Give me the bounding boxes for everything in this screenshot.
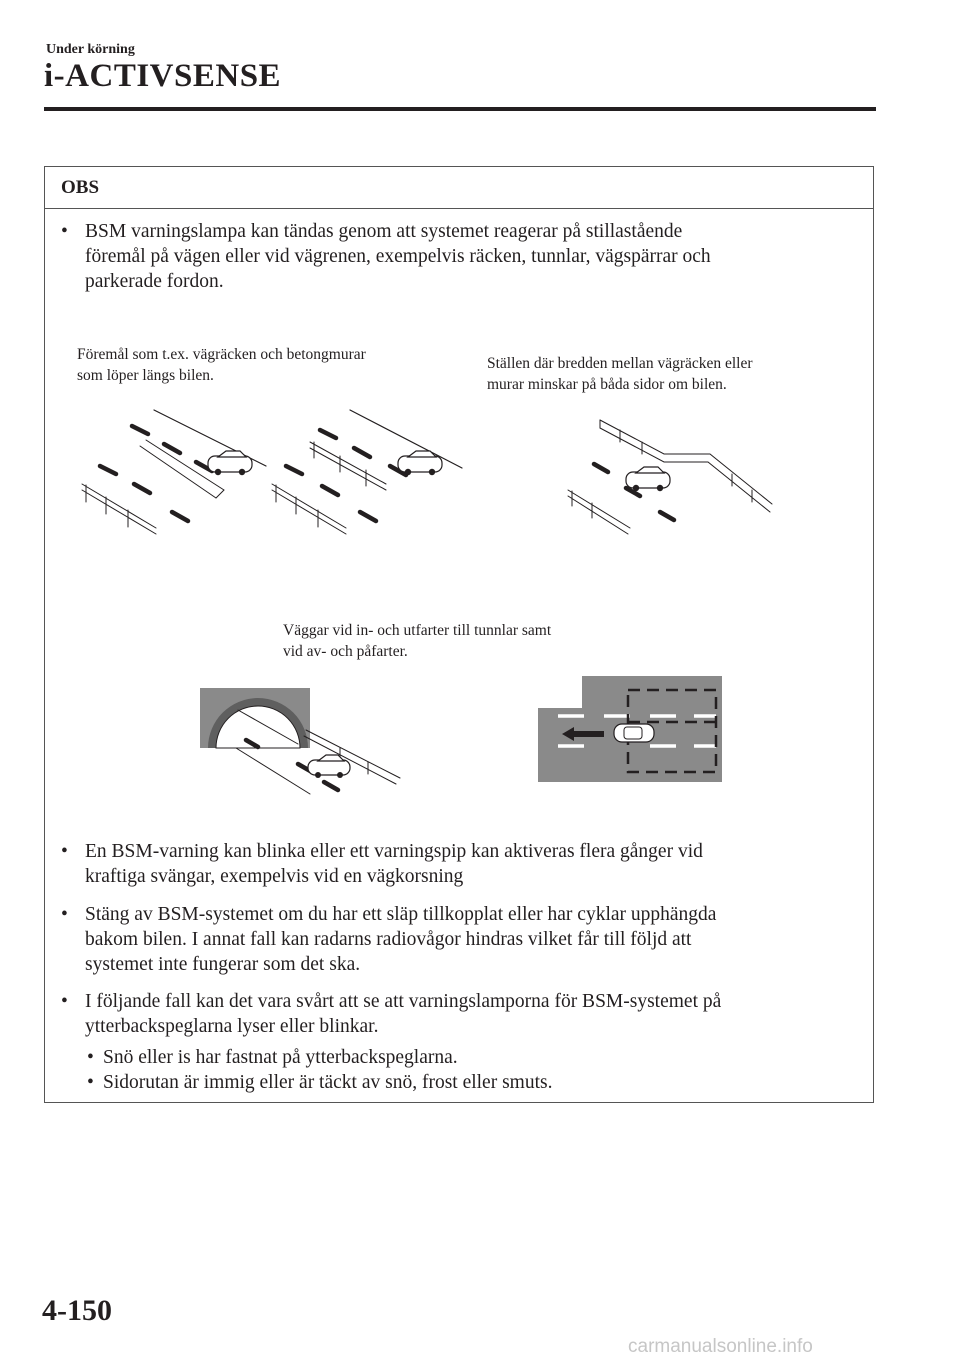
- text-line: bakom bilen. I annat fall kan radarns radiovågor hindras vilket får till följd att: [85, 929, 692, 950]
- note-label: OBS: [61, 177, 100, 198]
- text-line: systemet inte fungerar som det ska.: [85, 954, 361, 975]
- car-icon: [208, 451, 252, 475]
- sub-item: [87, 1045, 458, 1070]
- caption-line: Ställen där bredden mellan vägräcken eller: [487, 355, 753, 372]
- car-icon: [308, 755, 350, 778]
- text-line: En BSM-varning kan blinka eller ett varningspip kan aktiveras flera gånger vid: [85, 841, 703, 862]
- illustration-narrowing-road: [560, 416, 780, 536]
- figure-caption-left: [77, 344, 366, 386]
- note-bullet-2: [61, 839, 855, 889]
- bullet-symbol: •: [61, 841, 68, 862]
- text-line: Stäng av BSM-systemet om du har ett släp tillkopplat eller har cyklar upphängda: [85, 904, 717, 925]
- note-box: [44, 166, 874, 1103]
- illustration-ramp: [538, 676, 722, 782]
- caption-line: Väggar vid in- och utfarter till tunnlar samt: [283, 622, 552, 639]
- caption-line: murar minskar på båda sidor om bilen.: [487, 376, 727, 393]
- car-icon: [614, 724, 654, 742]
- caption-line: Föremål som t.ex. vägräcken och betongmurar: [77, 346, 366, 363]
- text-line: kraftiga svängar, exempelvis vid en vägkorsning: [85, 866, 464, 887]
- bullet-symbol: •: [61, 904, 68, 925]
- sub-bullet-dot: •: [87, 1072, 94, 1093]
- title-rule: [44, 107, 876, 111]
- text-line: ytterbackspeglarna lyser eller blinkar.: [85, 1016, 379, 1037]
- illustration-road-barrier: [76, 410, 276, 535]
- text-line: I följande fall kan det vara svårt att se att varningslamporna för BSM-systemet på: [85, 991, 722, 1012]
- note-bullet-3: [61, 902, 855, 977]
- illustration-road-double-barrier: [266, 410, 466, 535]
- chapter-title: i-ACTIVSENSE: [44, 58, 282, 94]
- watermark: carmanualsonline.info: [628, 1336, 813, 1357]
- text-line: föremål på vägen eller vid vägrenen, exempelvis räcken, tunnlar, vägspärrar och: [85, 246, 711, 267]
- bullet-symbol: •: [61, 221, 68, 242]
- caption-line: som löper längs bilen.: [77, 367, 214, 384]
- figure-caption-bottom: [283, 620, 551, 662]
- section-label: Under körning: [46, 42, 135, 57]
- caption-line: vid av- och påfarter.: [283, 643, 408, 660]
- car-icon: [626, 467, 670, 491]
- sub-item-text: Sidorutan är immig eller är täckt av snö, frost eller smuts.: [103, 1072, 553, 1093]
- sub-item: [87, 1070, 553, 1095]
- illustration-tunnel: [200, 688, 410, 798]
- sub-item-text: Snö eller is har fastnat på ytterbackspeglarna.: [103, 1047, 458, 1068]
- note-bullet-4: [61, 989, 855, 1039]
- note-header: [45, 167, 873, 209]
- figure-caption-right: [487, 353, 753, 395]
- bullet-symbol: •: [61, 991, 68, 1012]
- note-bullet-1: [61, 219, 855, 294]
- page-number: 4-150: [42, 1294, 112, 1327]
- sub-bullet-dot: •: [87, 1047, 94, 1068]
- text-line: parkerade fordon.: [85, 271, 224, 292]
- text-line: BSM varningslampa kan tändas genom att systemet reagerar på stillastående: [85, 221, 683, 242]
